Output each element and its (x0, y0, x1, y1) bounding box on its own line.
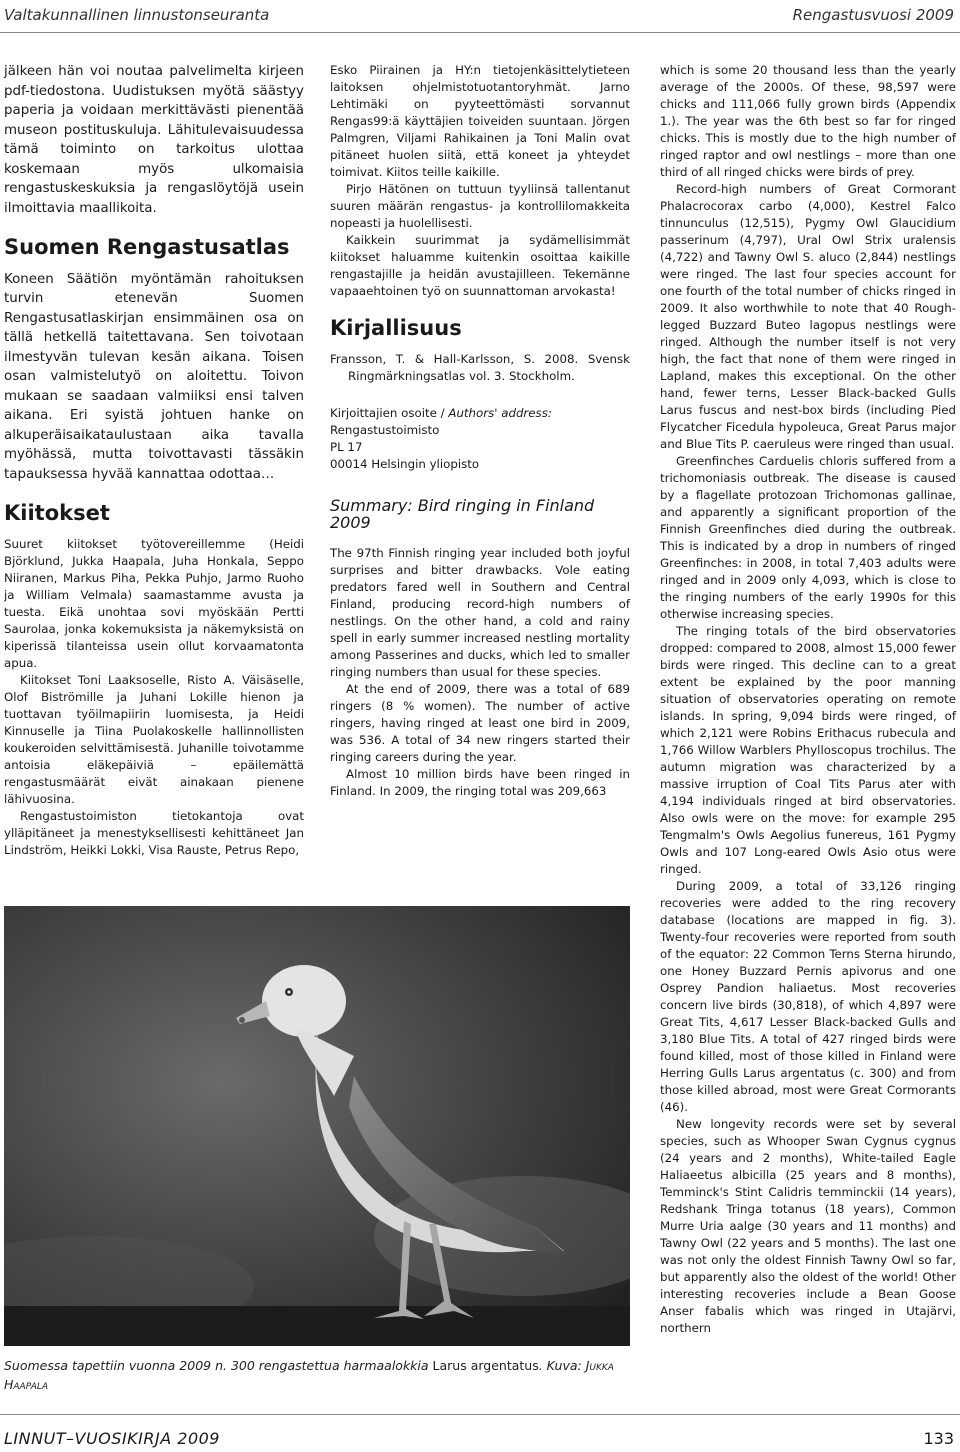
address-line: 00014 Helsingin yliopisto (330, 457, 480, 471)
column-2 (330, 62, 630, 800)
paragraph: New longevity records were set by several species, such as Whooper Swan Cygnus cygnus (24 years and 2 months), White-tailed Eagle Haliaeetus albicilla (25 years and 8 months), Temminck's Stint Calidris temminckii (14 years), Redshank Tringa totanus (18 years), Common Murre Uria aalge (30 years and 11 months) and Tawny Owl (22 years and 5 months). The last one was not only the oldest Finnish Tawny Owl so far, but apparently also the oldest of the world! Other interesting recoveries include a Bean Goose Anser fabalis which was ringed in Utajärvi, northern (660, 1117, 956, 1335)
paragraph: Kaikkein suurimmat ja sydämellisimmät kiitokset haluamme kuitenkin osoittaa kaikille rengastajille ja heidän avustajilleen. Tekemänne vapaaehtoinen työ on suunnattoman arvokasta! (330, 233, 630, 298)
column-3 (660, 62, 956, 1337)
photo-caption: Suomessa tapettiin vuonna 2009 n. 300 rengastettua harmaalokkia Larus argentatus. Kuva: Jukka Haapala (4, 1358, 614, 1392)
paragraph: The 97th Finnish ringing year included both joyful surprises and bitter drawbacks. Vole eating predators fared well in Southern and Central Finland, producing record-high numbers of nestlings. On the other hand, a cold and rainy spell in early summer increased nestling mortality among Passerines and ducks, which led to smaller ringing numbers than usual for these species. (330, 546, 630, 679)
running-header-right: Rengastusvuosi 2009 (792, 6, 954, 24)
paragraph: Koneen Säätiön myöntämän rahoituksen turvin etenevän Suomen Rengastusatlaskirjan ensimmäinen osa on tällä hetkellä taitettavana. Sen toivotaan ilmestyvän tulevan kesän aikana. Toisen osan valmistelutyö on aloitettu. Toivon mukaan se saadaan valmiiksi ensi talven aikana. Eri syistä johtuen hanke on alkuperäisaikataulustaan aika tavalla myöhässä, mutta toivottavasti tässäkin tapauksessa hyvää kannattaa odottaa… (4, 271, 304, 482)
reference: Fransson, T. & Hall-Karlsson, S. 2008. Svensk Ringmärkningsatlas vol. 3. Stockholm. (330, 352, 630, 383)
running-header-left: Valtakunnallinen linnustonseuranta (4, 6, 270, 24)
paragraph: which is some 20 thousand less than the yearly average of the 2000s. Of these, 98,597 were chicks and 111,066 fully grown birds (Appendix 1.). The year was the 6th best so far for ringed chicks. This is mostly due to the high number of ringed raptor and owl nestlings – more than one third of all ringed chicks were birds of prey. (660, 63, 956, 179)
section-heading-kirjallisuus: Kirjallisuus (330, 316, 462, 340)
section-heading-atlas: Suomen Rengastusatlas (4, 235, 290, 259)
paragraph: Kiitokset Toni Laaksoselle, Risto A. Väisäselle, Olof Biströmille ja Juhani Lokille hienon ja tuottavan työilmapiirin luomisesta, ja Heidi Kinnuselle ja Tiina Puolakoskelle hallinnollisten koukeroiden selvittämisestä. Juhanille toivotamme antoisia eläkepäiviä – epäilemättä rengastusmäärät eivät ainakaan pienene lähivuosina. (4, 672, 304, 806)
address-line: PL 17 (330, 440, 363, 454)
paragraph: During 2009, a total of 33,126 ringing recoveries were added to the ring recovery database (locations are mapped in fig. 3). Twenty-four recoveries were reported from south of the equator: 22 Common Terns Sterna hirundo, one Honey Buzzard Pernis apivorus and one Osprey Pandion haliaetus. Most recoveries concern live birds (30,818), of which 4,897 were Great Tits, 4,617 Lesser Black-backed Gulls and 3,180 Blue Tits. A total of 427 ringed birds were found killed, most of those killed in Finland were Herring Gulls Larus argentatus (c. 300) and from those killed abroad, most were Great Cormorants (46). (660, 879, 956, 1114)
section-heading-kiitokset: Kiitokset (4, 501, 110, 525)
gull-illustration (4, 906, 630, 1346)
gull-photo (4, 906, 630, 1346)
paragraph: Record-high numbers of Great Cormorant Phalacrocorax carbo (4,000), Kestrel Falco tinnunculus (12,515), Pygmy Owl Glaucidium passerinum (4,797), Ural Owl Strix uralensis (4,722) and Tawny Owl S. aluco (2,844) nestlings were ringed. The last four species account for one fourth of the total number of chicks ringed in 2009. It also worthwhile to note that 40 Rough-legged Buzzard Buteo lagopus nestlings were ringed. Although the number itself is not very high, the fact that none of them were ringed in Lapland, makes this exceptional. On the other hand, fewer terns, Lesser Black-backed Gulls Larus fuscus and nest-box birds (including Pied Flycatcher Ficedula hypoleuca, Great Parus major and Blue Tits P. caeruleus were ringed than usual. (660, 182, 956, 451)
paragraph: Almost 10 million birds have been ringed in Finland. In 2009, the ringing total was 209,663 (330, 767, 630, 798)
header-rule (0, 32, 960, 33)
paragraph: Suuret kiitokset työtovereillemme (Heidi Björklund, Jukka Haapala, Juha Honkala, Seppo Niiranen, Markus Piha, Pekka Puhjo, Jarmo Ruoho ja William Velmala) saamastamme avusta ja tuesta. Eikä unohtaa sovi myöskään Pertti Saurolaa, jonka kokemuksista ja näkemyksistä on kiperissä tilanteissa usein ollut korvaamatonta apua. (4, 536, 304, 670)
paragraph: Pirjo Hätönen on tuttuun tyyliinsä tallentanut suuren määrän rengastus- ja kontrollilomakkeita nopeasti ja huolellisesti. (330, 182, 630, 230)
paragraph: Greenfinches Carduelis chloris suffered from a trichomoniasis outbreak. The disease is caused by a flagellate protozoan Trichomonas gallinae, and apparently a significant proportion of the Finnish Greenfinches died during the outbreak. This is indicated by a drop in numbers of ringed Greenfinches: in 2008, in total 7,403 adults were ringed and in 2009 only 4,093, which is close to the ringing numbers of the early 1990s for this otherwise increasing species. (660, 454, 956, 621)
paragraph: Esko Piirainen ja HY:n tietojenkäsittelytieteen laitoksen ohjelmistotuotantoryhmät. Jarno Lehtimäki on pyyteettömästi sorvannut Rengas99:ä käyttäjien toiveiden suuntaan. Jörgen Palmgren, Viljami Rahikainen ja Toni Malin ovat pitäneet huolen siitä, että koneet ja yhteydet toimivat. Kiitos teille kaikille. (330, 63, 630, 179)
footer-journal: LINNUT–VUOSIKIRJA 2009 (4, 1429, 220, 1448)
summary-heading: Summary: Bird ringing in Finland 2009 (330, 496, 595, 532)
page-number: 133 (923, 1429, 954, 1448)
paragraph: jälkeen hän voi noutaa palvelimelta kirjeen pdf-tiedostona. Uudistuksen myötä säästyy paperia ja voidaan merkittävästi pienentää museon postituskuluja. Lähitulevaisuudessa tämä toiminto on tarkoitus ulottaa koskemaan myös ulkomaisia rengastuskeskuksia ja rengaslöytöjä usein ilmoittavia maallikoita. (4, 64, 304, 216)
column-1 (4, 62, 304, 859)
paragraph: Rengastustoimiston tietokantoja ovat ylläpitäneet ja menestyksellisesti kehittäneet Jan Lindström, Heikki Lokki, Visa Rauste, Petrus Repo, (4, 808, 304, 857)
paragraph: At the end of 2009, there was a total of 689 ringers (8 % women). The number of active ringers, having ringed at least one bird in 2009, was 536. A total of 34 new ringers started their ringing careers during the year. (330, 682, 630, 764)
footer-rule (0, 1414, 960, 1415)
address-line: Rengastustoimisto (330, 423, 440, 437)
paragraph: The ringing totals of the bird observatories dropped: compared to 2008, almost 15,000 fewer birds were ringed. This decline can to a great extent be explained by the poor manning situation of observatories operating on remote islands. In spring, 9,094 birds were ringed, of which 2,121 were Robins Erithacus rubecula and 1,766 Willow Warblers Phylloscopus trochilus. The autumn migration was characterized by a massive irruption of Coal Tits Parus ater with 4,194 individuals ringed at bird observatories. Also owls were on the move: for example 295 Tengmalm's Owls Aegolius funereus, 161 Pygmy Owls and 107 Long-eared Owls Asio otus were ringed. (660, 624, 956, 876)
address-label: Kirjoittajien osoite / Authors' address: (330, 406, 552, 420)
